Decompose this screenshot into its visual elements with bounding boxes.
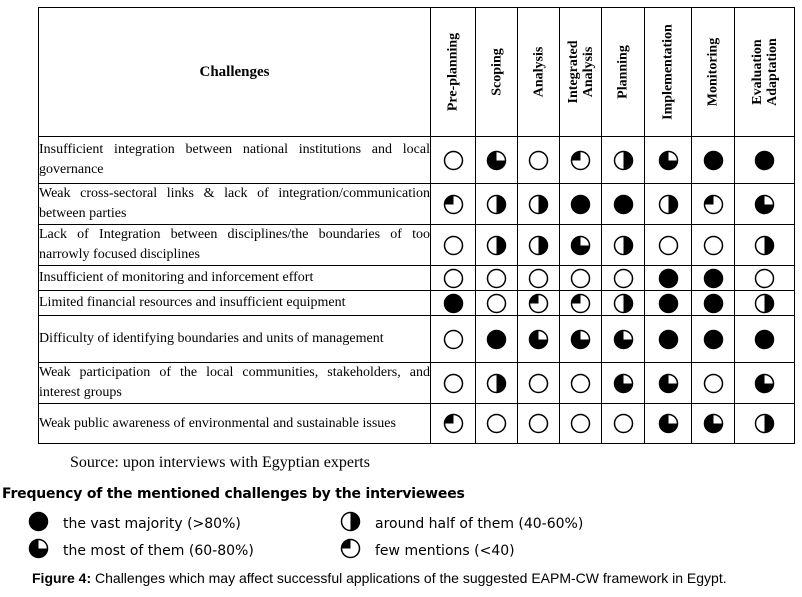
empty-circle-icon <box>431 266 476 291</box>
legend-label: the most of them (60-80%) <box>63 542 254 559</box>
quarter-circle-icon <box>431 404 476 444</box>
half-circle-icon <box>602 137 645 184</box>
full-circle-icon <box>645 291 692 316</box>
three-quarter-circle-icon <box>692 404 735 444</box>
empty-circle-icon <box>518 266 560 291</box>
three-quarter-circle-icon <box>28 538 63 563</box>
empty-circle-icon <box>476 404 518 444</box>
challenges-header: Challenges <box>39 8 431 137</box>
legend-item <box>340 511 583 536</box>
half-circle-icon <box>735 404 795 444</box>
quarter-circle-icon <box>560 291 602 316</box>
quarter-circle-icon <box>431 184 476 225</box>
stage-label: Evaluation Adaptation <box>749 38 780 106</box>
figure-caption <box>32 570 727 586</box>
full-circle-icon <box>692 137 735 184</box>
half-circle-icon <box>476 225 518 266</box>
empty-circle-icon <box>602 266 645 291</box>
stage-header <box>692 8 735 137</box>
table-row <box>39 184 795 225</box>
stage-label: Integrated Analysis <box>565 40 596 104</box>
table-row <box>39 225 795 266</box>
quarter-circle-icon <box>560 137 602 184</box>
stage-header <box>518 8 560 137</box>
empty-circle-icon <box>560 266 602 291</box>
challenge-label: Weak cross-sectoral links & lack of integration/communication between parties <box>39 184 431 225</box>
stage-label: Planning <box>615 45 631 99</box>
three-quarter-circle-icon <box>645 363 692 404</box>
empty-circle-icon <box>645 225 692 266</box>
stage-label: Pre-planning <box>445 32 461 112</box>
legend-label: the vast majority (>80%) <box>63 515 241 532</box>
empty-circle-icon <box>431 363 476 404</box>
challenge-label: Weak public awareness of environmental and sustainable issues <box>39 404 431 444</box>
half-circle-icon <box>518 225 560 266</box>
half-circle-icon <box>602 291 645 316</box>
challenge-label: Lack of Integration between disciplines/the boundaries of too narrowly focused disciplines <box>39 225 431 266</box>
empty-circle-icon <box>431 225 476 266</box>
half-circle-icon <box>645 184 692 225</box>
empty-circle-icon <box>431 137 476 184</box>
three-quarter-circle-icon <box>645 404 692 444</box>
source-note: Source: upon interviews with Egyptian experts <box>70 454 370 471</box>
full-circle-icon <box>645 266 692 291</box>
empty-circle-icon <box>560 404 602 444</box>
half-circle-icon <box>476 184 518 225</box>
full-circle-icon <box>476 316 518 363</box>
three-quarter-circle-icon <box>476 137 518 184</box>
three-quarter-circle-icon <box>602 363 645 404</box>
empty-circle-icon <box>476 291 518 316</box>
full-circle-icon <box>735 316 795 363</box>
stage-header <box>560 8 602 137</box>
full-circle-icon <box>692 266 735 291</box>
three-quarter-circle-icon <box>602 316 645 363</box>
challenge-label: Insufficient of monitoring and inforcement effort <box>39 266 431 291</box>
empty-circle-icon <box>518 404 560 444</box>
empty-circle-icon <box>518 137 560 184</box>
stage-header <box>431 8 476 137</box>
quarter-circle-icon <box>518 291 560 316</box>
half-circle-icon <box>735 225 795 266</box>
full-circle-icon <box>431 291 476 316</box>
challenge-label: Insufficient integration between national institutions and local governance <box>39 137 431 184</box>
stage-label: Implementation <box>660 24 676 120</box>
empty-circle-icon <box>518 363 560 404</box>
challenge-label: Weak participation of the local communities, stakeholders, and interest groups <box>39 363 431 404</box>
half-circle-icon <box>518 184 560 225</box>
stage-header <box>645 8 692 137</box>
challenges-table <box>38 7 795 444</box>
challenge-label: Difficulty of identifying boundaries and units of management <box>39 316 431 363</box>
three-quarter-circle-icon <box>735 363 795 404</box>
empty-circle-icon <box>560 363 602 404</box>
legend-item <box>28 538 254 563</box>
three-quarter-circle-icon <box>560 316 602 363</box>
table-row <box>39 404 795 444</box>
empty-circle-icon <box>602 404 645 444</box>
half-circle-icon <box>735 291 795 316</box>
legend-title: Frequency of the mentioned challenges by the interviewees <box>2 486 465 502</box>
figure-label: Figure 4: <box>32 570 92 586</box>
three-quarter-circle-icon <box>518 316 560 363</box>
half-circle-icon <box>602 225 645 266</box>
full-circle-icon <box>560 184 602 225</box>
stage-header <box>602 8 645 137</box>
half-circle-icon <box>476 363 518 404</box>
legend-label: around half of them (40-60%) <box>375 515 584 532</box>
full-circle-icon <box>692 291 735 316</box>
full-circle-icon <box>602 184 645 225</box>
three-quarter-circle-icon <box>560 225 602 266</box>
empty-circle-icon <box>692 225 735 266</box>
stage-header <box>476 8 518 137</box>
stage-header <box>735 8 795 137</box>
table-row <box>39 266 795 291</box>
vast-majority-circle-icon <box>28 511 63 536</box>
legend-item <box>340 538 515 563</box>
challenge-label: Limited financial resources and insufficient equipment <box>39 291 431 316</box>
stage-label: Analysis <box>531 46 546 98</box>
empty-circle-icon <box>431 316 476 363</box>
empty-circle-icon <box>476 266 518 291</box>
full-circle-icon <box>692 316 735 363</box>
stage-label: Monitoring <box>705 37 721 107</box>
quarter-circle-icon <box>692 184 735 225</box>
full-circle-icon <box>735 137 795 184</box>
table-row <box>39 137 795 184</box>
legend-label: few mentions (<40) <box>375 542 515 559</box>
legend-item <box>28 511 241 536</box>
quarter-circle-icon <box>340 538 375 563</box>
figure-caption-text: Challenges which may affect successful applications of the suggested EAPM-CW framework in Egypt. <box>91 570 727 586</box>
three-quarter-circle-icon <box>645 137 692 184</box>
empty-circle-icon <box>735 266 795 291</box>
empty-circle-icon <box>692 363 735 404</box>
stage-label: Scoping <box>489 48 504 96</box>
full-circle-icon <box>645 316 692 363</box>
table-row <box>39 291 795 316</box>
three-quarter-circle-icon <box>735 184 795 225</box>
table-header-row <box>39 8 795 137</box>
half-circle-icon <box>340 511 375 536</box>
table-row <box>39 363 795 404</box>
table-row <box>39 316 795 363</box>
